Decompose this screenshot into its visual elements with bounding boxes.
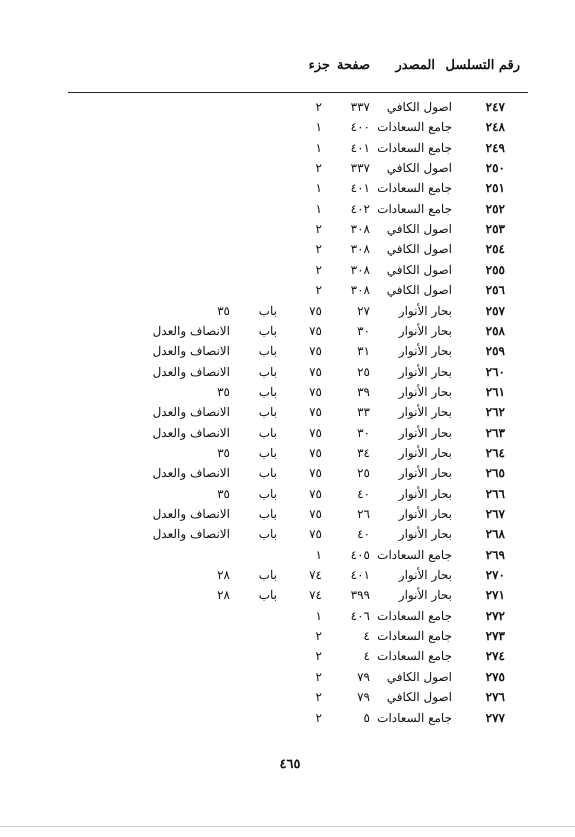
source-name: بحار الأنوار xyxy=(398,344,452,359)
bab-label: باب xyxy=(258,405,277,420)
page-number: ٤٦٥ xyxy=(279,757,301,772)
table-row xyxy=(0,120,575,140)
serial-number: ٢٤٧ xyxy=(485,100,505,114)
bab-label: باب xyxy=(258,445,277,460)
volume-number: ٢ xyxy=(315,222,322,237)
bab-label: باب xyxy=(258,303,277,318)
page-number-cell: ٢٥ xyxy=(357,466,370,481)
volume-number: ١ xyxy=(315,547,322,562)
serial-number: ٢٧٧ xyxy=(485,710,505,725)
table-row xyxy=(0,466,575,486)
page-number-cell: ٤ xyxy=(363,629,370,644)
page-number-cell: ٣١ xyxy=(357,344,370,359)
page-number-cell: ٢٦ xyxy=(357,507,370,521)
page-bottom-line xyxy=(0,826,575,827)
serial-number: ٢٦٤ xyxy=(485,445,505,460)
chapter-ref: الانصاف والعدل xyxy=(152,364,230,379)
source-name: بحار الأنوار xyxy=(398,588,452,603)
volume-number: ١ xyxy=(315,120,322,135)
table-row xyxy=(0,548,575,568)
volume-number: ٧٤ xyxy=(309,568,322,583)
page-number-cell: ٤٠١ xyxy=(350,181,370,196)
page-number-cell: ٤ xyxy=(363,649,370,664)
bab-label: باب xyxy=(258,323,277,338)
bab-label: باب xyxy=(258,344,277,359)
volume-number: ٧٥ xyxy=(309,466,322,481)
table-row xyxy=(0,283,575,303)
table-row xyxy=(0,161,575,181)
volume-number: ١ xyxy=(315,608,322,623)
volume-number: ٢ xyxy=(315,669,322,684)
chapter-ref: ٣٥ xyxy=(217,486,230,501)
table-row xyxy=(0,263,575,283)
source-name: بحار الأنوار xyxy=(398,466,452,481)
serial-number: ٢٥٩ xyxy=(485,344,505,359)
serial-number: ٢٥١ xyxy=(485,181,505,196)
page-number-cell: ٣٣٧ xyxy=(350,161,370,176)
source-name: جامع السعادات xyxy=(377,649,452,664)
chapter-ref: ٣٥ xyxy=(217,384,230,399)
source-name: جامع السعادات xyxy=(377,120,452,135)
source-name: جامع السعادات xyxy=(377,547,452,562)
source-name: جامع السعادات xyxy=(377,181,452,196)
source-name: بحار الأنوار xyxy=(398,425,452,440)
page-number-cell: ٣٠٨ xyxy=(350,283,370,298)
volume-number: ٧٤ xyxy=(309,588,322,603)
table-row xyxy=(0,100,575,120)
page-number-cell: ٤٠١ xyxy=(350,568,370,583)
serial-number: ٢٥٤ xyxy=(485,242,505,257)
serial-number: ٢٤٩ xyxy=(485,140,505,155)
serial-number: ٢٦٩ xyxy=(485,547,505,562)
source-name: اصول الكافي xyxy=(386,669,452,684)
source-name: اصول الكافي xyxy=(386,283,452,298)
serial-number: ٢٥٥ xyxy=(485,262,505,277)
table-row xyxy=(0,690,575,710)
chapter-ref: الانصاف والعدل xyxy=(152,466,230,481)
volume-number: ٧٥ xyxy=(309,323,322,338)
chapter-ref: ٢٨ xyxy=(217,568,230,583)
serial-number: ٢٥٢ xyxy=(485,201,505,216)
source-name: جامع السعادات xyxy=(377,608,452,623)
chapter-ref: ٣٥ xyxy=(217,303,230,318)
header-source: المصدر xyxy=(395,58,435,73)
serial-number: ٢٧٦ xyxy=(485,690,505,705)
page-number-cell: ٣٩ xyxy=(357,384,370,399)
table-row xyxy=(0,365,575,385)
bab-label: باب xyxy=(258,425,277,440)
volume-number: ٢ xyxy=(315,262,322,277)
source-name: جامع السعادات xyxy=(377,629,452,644)
source-name: بحار الأنوار xyxy=(398,486,452,501)
table-row xyxy=(0,426,575,446)
serial-number: ٢٦١ xyxy=(485,384,505,399)
volume-number: ٢ xyxy=(315,629,322,644)
page-number-cell: ٧٩ xyxy=(357,690,370,705)
volume-number: ٢ xyxy=(315,283,322,298)
serial-number: ٢٦٣ xyxy=(485,425,505,440)
page-number-cell: ٤٠ xyxy=(357,486,370,501)
bab-label: باب xyxy=(258,527,277,542)
volume-number: ٧٥ xyxy=(309,303,322,318)
serial-number: ٢٦٨ xyxy=(485,527,505,542)
volume-number: ٧٥ xyxy=(309,445,322,460)
page-number-cell: ٧٩ xyxy=(357,669,370,684)
source-name: بحار الأنوار xyxy=(398,384,452,399)
table-row xyxy=(0,670,575,690)
table-row xyxy=(0,609,575,629)
source-name: جامع السعادات xyxy=(377,710,452,725)
volume-number: ٧٥ xyxy=(309,486,322,501)
chapter-ref: ٢٨ xyxy=(217,588,230,603)
source-name: بحار الأنوار xyxy=(398,303,452,318)
source-name: بحار الأنوار xyxy=(398,405,452,420)
chapter-ref: الانصاف والعدل xyxy=(152,507,230,521)
source-name: اصول الكافي xyxy=(386,100,452,114)
table-header xyxy=(300,58,520,78)
page-number-cell: ٢٥ xyxy=(357,364,370,379)
source-name: بحار الأنوار xyxy=(398,568,452,583)
page-number-cell: ٣٣٧ xyxy=(350,100,370,114)
source-name: بحار الأنوار xyxy=(398,445,452,460)
page-number-cell: ٣٠٨ xyxy=(350,262,370,277)
serial-number: ٢٥٠ xyxy=(485,161,505,176)
serial-number: ٢٦٠ xyxy=(485,364,505,379)
volume-number: ٧٥ xyxy=(309,384,322,399)
bab-label: باب xyxy=(258,486,277,501)
source-name: بحار الأنوار xyxy=(398,323,452,338)
serial-number: ٢٥٦ xyxy=(485,283,505,298)
bab-label: باب xyxy=(258,384,277,399)
table-row xyxy=(0,649,575,669)
table-row xyxy=(0,324,575,344)
header-divider xyxy=(68,92,528,93)
table-row xyxy=(0,344,575,364)
table-row xyxy=(0,181,575,201)
chapter-ref: الانصاف والعدل xyxy=(152,323,230,338)
page-number-cell: ٤٠٥ xyxy=(350,547,370,562)
page-number-cell: ٤٠٠ xyxy=(350,120,370,135)
table-row xyxy=(0,487,575,507)
source-name: جامع السعادات xyxy=(377,140,452,155)
volume-number: ٢ xyxy=(315,242,322,257)
table-row xyxy=(0,527,575,547)
chapter-ref: الانصاف والعدل xyxy=(152,425,230,440)
volume-number: ٢ xyxy=(315,649,322,664)
table-row xyxy=(0,405,575,425)
volume-number: ٧٥ xyxy=(309,364,322,379)
serial-number: ٢٧٢ xyxy=(485,608,505,623)
volume-number: ٧٥ xyxy=(309,405,322,420)
table-row xyxy=(0,141,575,161)
serial-number: ٢٧٤ xyxy=(485,649,505,664)
table-row xyxy=(0,568,575,588)
bab-label: باب xyxy=(258,568,277,583)
source-name: اصول الكافي xyxy=(386,161,452,176)
table-row xyxy=(0,446,575,466)
table-row xyxy=(0,507,575,527)
page-number-cell: ٤٠ xyxy=(357,527,370,542)
table-row xyxy=(0,222,575,242)
serial-number: ٢٧٠ xyxy=(485,568,505,583)
chapter-ref: ٣٥ xyxy=(217,445,230,460)
bab-label: باب xyxy=(258,466,277,481)
source-name: بحار الأنوار xyxy=(398,527,452,542)
page-number-cell: ٤٠٢ xyxy=(350,201,370,216)
volume-number: ١ xyxy=(315,140,322,155)
page-number-cell: ٣٠٨ xyxy=(350,242,370,257)
volume-number: ١ xyxy=(315,201,322,216)
page-number-cell: ٤٠١ xyxy=(350,140,370,155)
header-page: صفحة xyxy=(337,58,370,73)
source-name: اصول الكافي xyxy=(386,262,452,277)
chapter-ref: الانصاف والعدل xyxy=(152,527,230,542)
table-row xyxy=(0,202,575,222)
bab-label: باب xyxy=(258,507,277,521)
volume-number: ٧٥ xyxy=(309,507,322,521)
page-number-cell: ٣٩٩ xyxy=(350,588,370,603)
volume-number: ٢ xyxy=(315,161,322,176)
volume-number: ٧٥ xyxy=(309,527,322,542)
header-serial-number: رقم التسلسل xyxy=(445,58,520,73)
chapter-ref: الانصاف والعدل xyxy=(152,405,230,420)
bab-label: باب xyxy=(258,588,277,603)
volume-number: ٢ xyxy=(315,710,322,725)
serial-number: ٢٥٨ xyxy=(485,323,505,338)
serial-number: ٢٤٨ xyxy=(485,120,505,135)
table-row xyxy=(0,242,575,262)
source-name: بحار الأنوار xyxy=(398,507,452,521)
serial-number: ٢٧٥ xyxy=(485,669,505,684)
serial-number: ٢٥٧ xyxy=(485,303,505,318)
chapter-ref: الانصاف والعدل xyxy=(152,344,230,359)
volume-number: ١ xyxy=(315,181,322,196)
bab-label: باب xyxy=(258,364,277,379)
table-row xyxy=(0,711,575,731)
source-name: اصول الكافي xyxy=(386,242,452,257)
table-row xyxy=(0,629,575,649)
serial-number: ٢٦٢ xyxy=(485,405,505,420)
page-number-cell: ٣٠ xyxy=(357,323,370,338)
page-number-cell: ٢٧ xyxy=(357,303,370,318)
volume-number: ٢ xyxy=(315,690,322,705)
page-number-cell: ٥ xyxy=(363,710,370,725)
table-row xyxy=(0,304,575,324)
source-name: اصول الكافي xyxy=(386,222,452,237)
source-name: اصول الكافي xyxy=(386,690,452,705)
page-number-cell: ٣٠٨ xyxy=(350,222,370,237)
serial-number: ٢٧٣ xyxy=(485,629,505,644)
page-number-cell: ٣٤ xyxy=(357,445,370,460)
serial-number: ٢٥٣ xyxy=(485,222,505,237)
volume-number: ٧٥ xyxy=(309,425,322,440)
table-row xyxy=(0,588,575,608)
page-number-cell: ٣٣ xyxy=(357,405,370,420)
serial-number: ٢٧١ xyxy=(485,588,505,603)
page-number-cell: ٣٠ xyxy=(357,425,370,440)
table-row xyxy=(0,385,575,405)
serial-number: ٢٦٦ xyxy=(485,486,505,501)
source-name: بحار الأنوار xyxy=(398,364,452,379)
page-number-cell: ٤٠٦ xyxy=(350,608,370,623)
serial-number: ٢٦٧ xyxy=(485,507,505,521)
volume-number: ٧٥ xyxy=(309,344,322,359)
serial-number: ٢٦٥ xyxy=(485,466,505,481)
header-volume: جزء xyxy=(308,58,330,73)
volume-number: ٢ xyxy=(315,100,322,114)
source-name: جامع السعادات xyxy=(377,201,452,216)
